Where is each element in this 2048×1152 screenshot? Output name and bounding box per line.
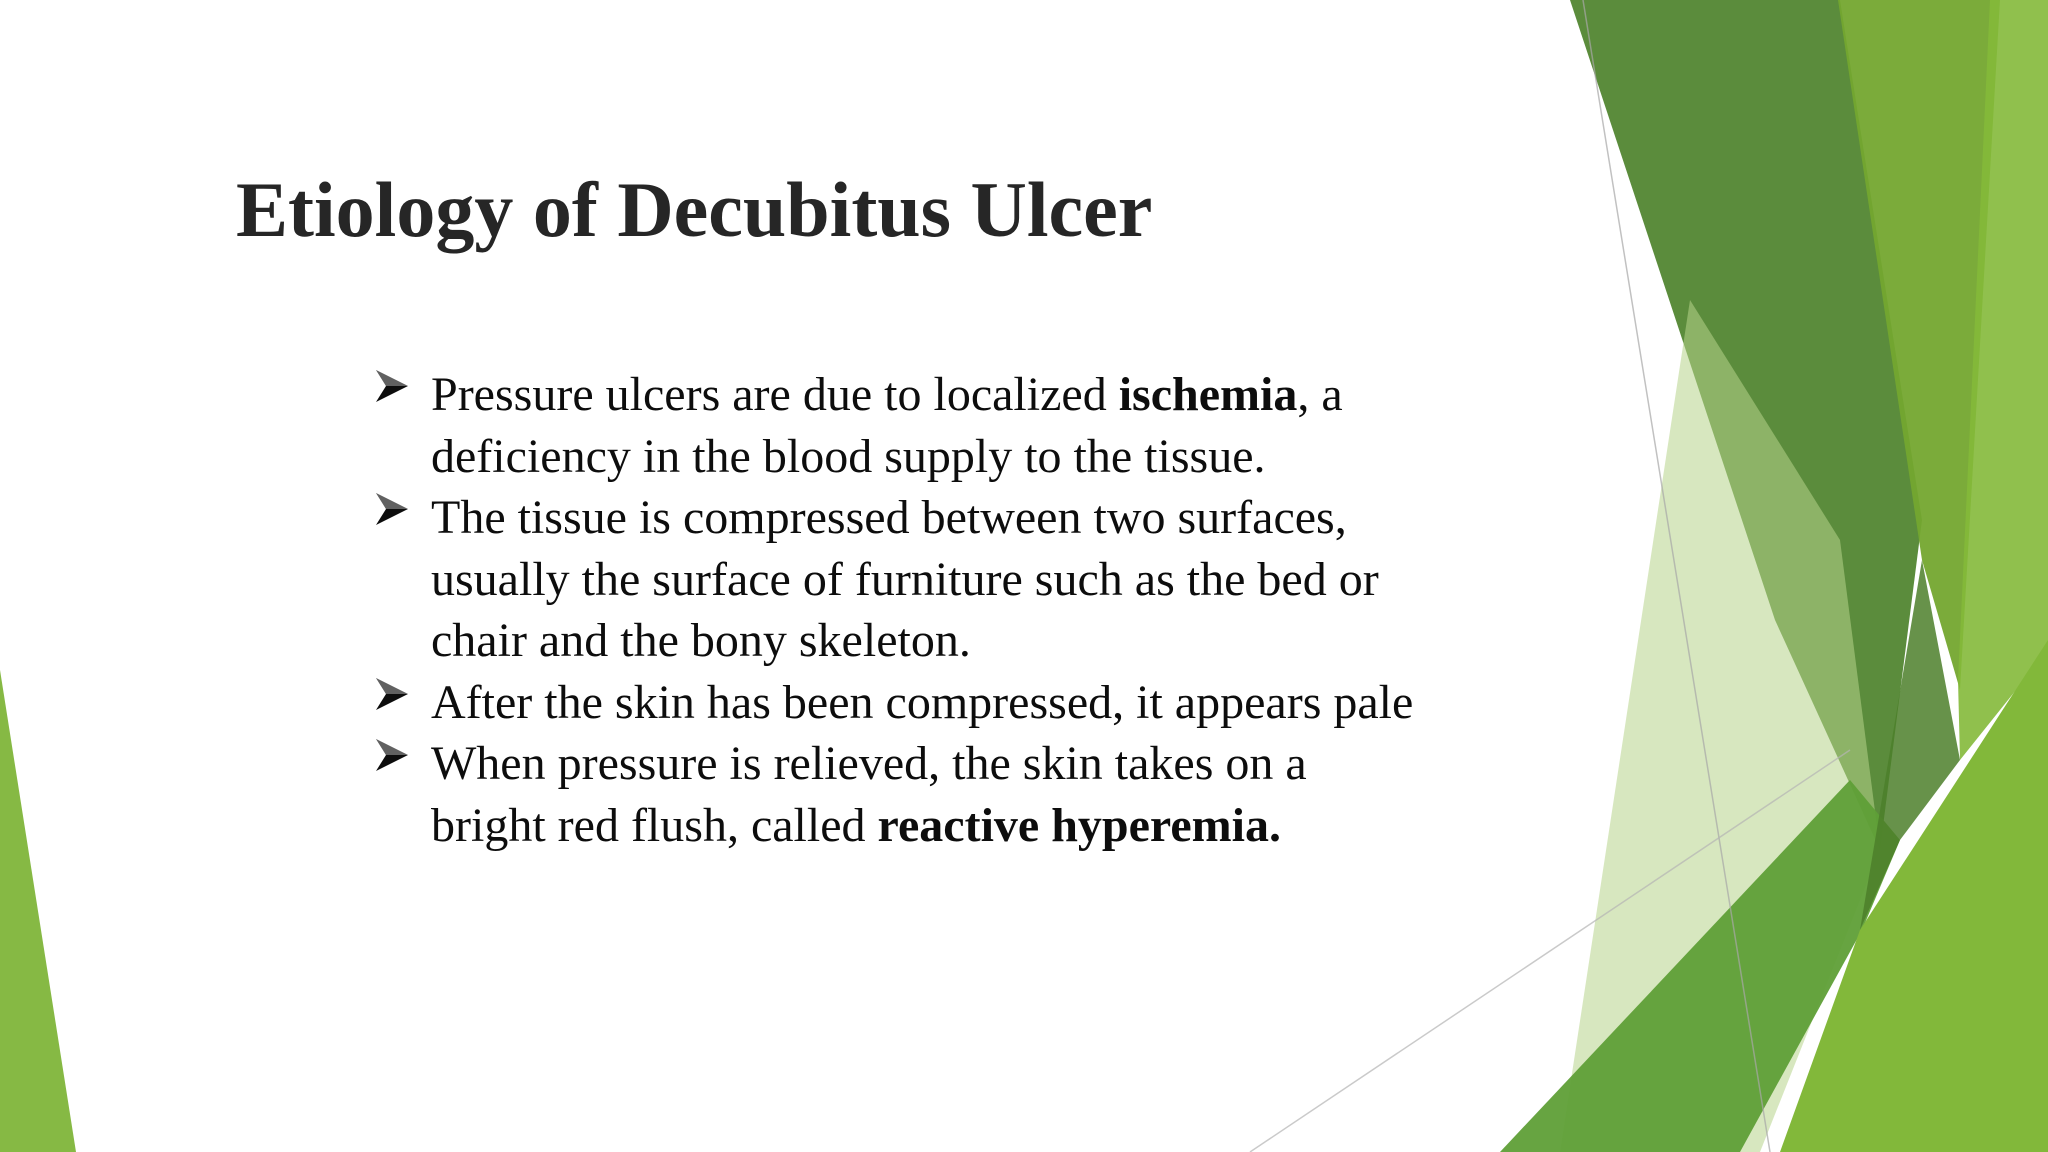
bullet-text: Pressure ulcers are due to localized xyxy=(431,368,1119,421)
bullet-bold-term: ischemia xyxy=(1118,368,1298,421)
bullet-text: The tissue is compressed between two surfaces, usually the surface of furniture such as the bed or chair and the bony skeleton. xyxy=(431,491,1379,667)
arrowhead-bullet-icon xyxy=(374,489,410,533)
left-green-sliver xyxy=(0,670,76,1152)
bullet-text: When pressure is relieved, the skin takes on a bright red flush, called xyxy=(431,737,1307,852)
bullet-list xyxy=(372,364,1432,856)
bullet-text: After the skin has been compressed, it appears pale xyxy=(431,675,1414,729)
bullet-bold-term: reactive hyperemia. xyxy=(877,798,1281,852)
arrowhead-bullet-icon xyxy=(374,366,410,410)
bullet-item-pale-skin xyxy=(372,672,1432,734)
bullet-item-ischemia xyxy=(372,364,1432,487)
bullet-item-compression xyxy=(372,487,1432,672)
slide-title: Etiology of Decubitus Ulcer xyxy=(236,166,1153,253)
bullet-item-reactive-hyperemia xyxy=(372,733,1432,856)
bullet-text-tail: , a deficiency in the blood supply to the tissue. xyxy=(431,368,1343,483)
arrowhead-bullet-icon xyxy=(374,735,410,779)
arrowhead-bullet-icon xyxy=(374,674,410,718)
